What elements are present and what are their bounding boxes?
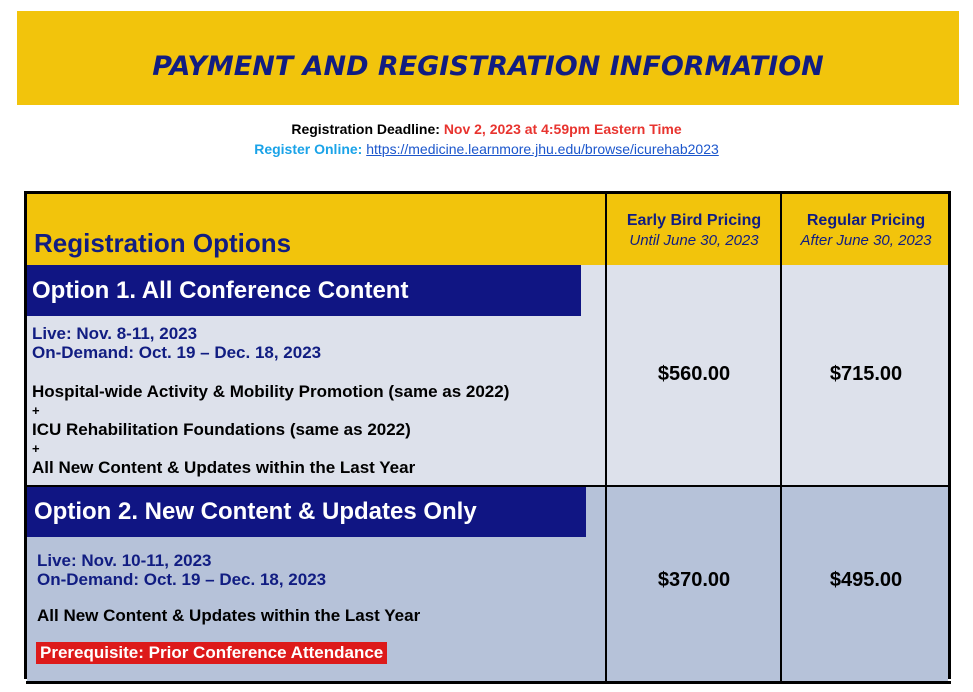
option-1-regular-price: $715.00 bbox=[829, 363, 903, 385]
option-2-live: Live: Nov. 10-11, 2023 bbox=[37, 551, 212, 570]
option-2-early-price: $370.00 bbox=[657, 569, 731, 591]
option-1-title-band bbox=[27, 265, 581, 316]
option-2-ondemand: On-Demand: Oct. 19 – Dec. 18, 2023 bbox=[37, 570, 327, 589]
title-banner bbox=[17, 11, 959, 105]
registration-deadline bbox=[0, 121, 973, 137]
option-1-row bbox=[27, 265, 948, 487]
option-1-plus-1: + bbox=[32, 403, 40, 418]
regular-sub: After June 30, 2023 bbox=[800, 232, 932, 249]
option-2-prerequisite-badge: Prerequisite: Prior Conference Attendance bbox=[36, 642, 387, 664]
registration-options-heading: Registration Options bbox=[34, 228, 292, 258]
option-1-live: Live: Nov. 8-11, 2023 bbox=[32, 324, 198, 343]
option-2-early-price-cell bbox=[605, 487, 781, 682]
registration-table bbox=[24, 191, 951, 679]
table-bottom-border bbox=[26, 681, 951, 684]
option-2-title: Option 2. New Content & Updates Only bbox=[34, 498, 477, 525]
early-bird-title: Early Bird Pricing bbox=[626, 212, 762, 229]
table-header bbox=[27, 194, 948, 267]
option-1-early-price-cell bbox=[605, 265, 781, 485]
option-1-item-2: ICU Rehabilitation Foundations (same as 2022) bbox=[32, 420, 411, 439]
register-online-label: Register Online: bbox=[254, 141, 363, 157]
option-1-early-price: $560.00 bbox=[657, 363, 731, 385]
option-2-dates bbox=[37, 551, 326, 589]
regular-column-header bbox=[780, 194, 950, 265]
option-2-item-1: All New Content & Updates within the Last Year bbox=[37, 606, 421, 625]
register-online bbox=[0, 141, 973, 157]
option-2-regular-price: $495.00 bbox=[829, 569, 903, 591]
register-online-link[interactable]: https://medicine.learnmore.jhu.edu/browse/icurehab2023 bbox=[366, 141, 719, 157]
option-2-title-band bbox=[27, 487, 586, 537]
deadline-label: Registration Deadline: bbox=[291, 121, 440, 137]
option-2-regular-price-cell bbox=[780, 487, 950, 682]
page-title: PAYMENT AND REGISTRATION INFORMATION bbox=[152, 51, 824, 82]
early-bird-sub: Until June 30, 2023 bbox=[629, 232, 759, 249]
option-1-plus-2: + bbox=[32, 441, 40, 456]
deadline-value: Nov 2, 2023 at 4:59pm Eastern Time bbox=[443, 121, 682, 137]
option-1-regular-price-cell bbox=[780, 265, 950, 485]
option-1-ondemand: On-Demand: Oct. 19 – Dec. 18, 2023 bbox=[32, 343, 322, 362]
option-2-row bbox=[27, 487, 948, 682]
option-1-item-1: Hospital-wide Activity & Mobility Promotion (same as 2022) bbox=[32, 382, 510, 401]
regular-title: Regular Pricing bbox=[806, 212, 926, 229]
option-1-item-3: All New Content & Updates within the Last Year bbox=[32, 458, 416, 477]
option-1-title: Option 1. All Conference Content bbox=[32, 277, 409, 304]
option-1-dates bbox=[32, 324, 321, 362]
early-bird-column-header bbox=[605, 194, 781, 265]
